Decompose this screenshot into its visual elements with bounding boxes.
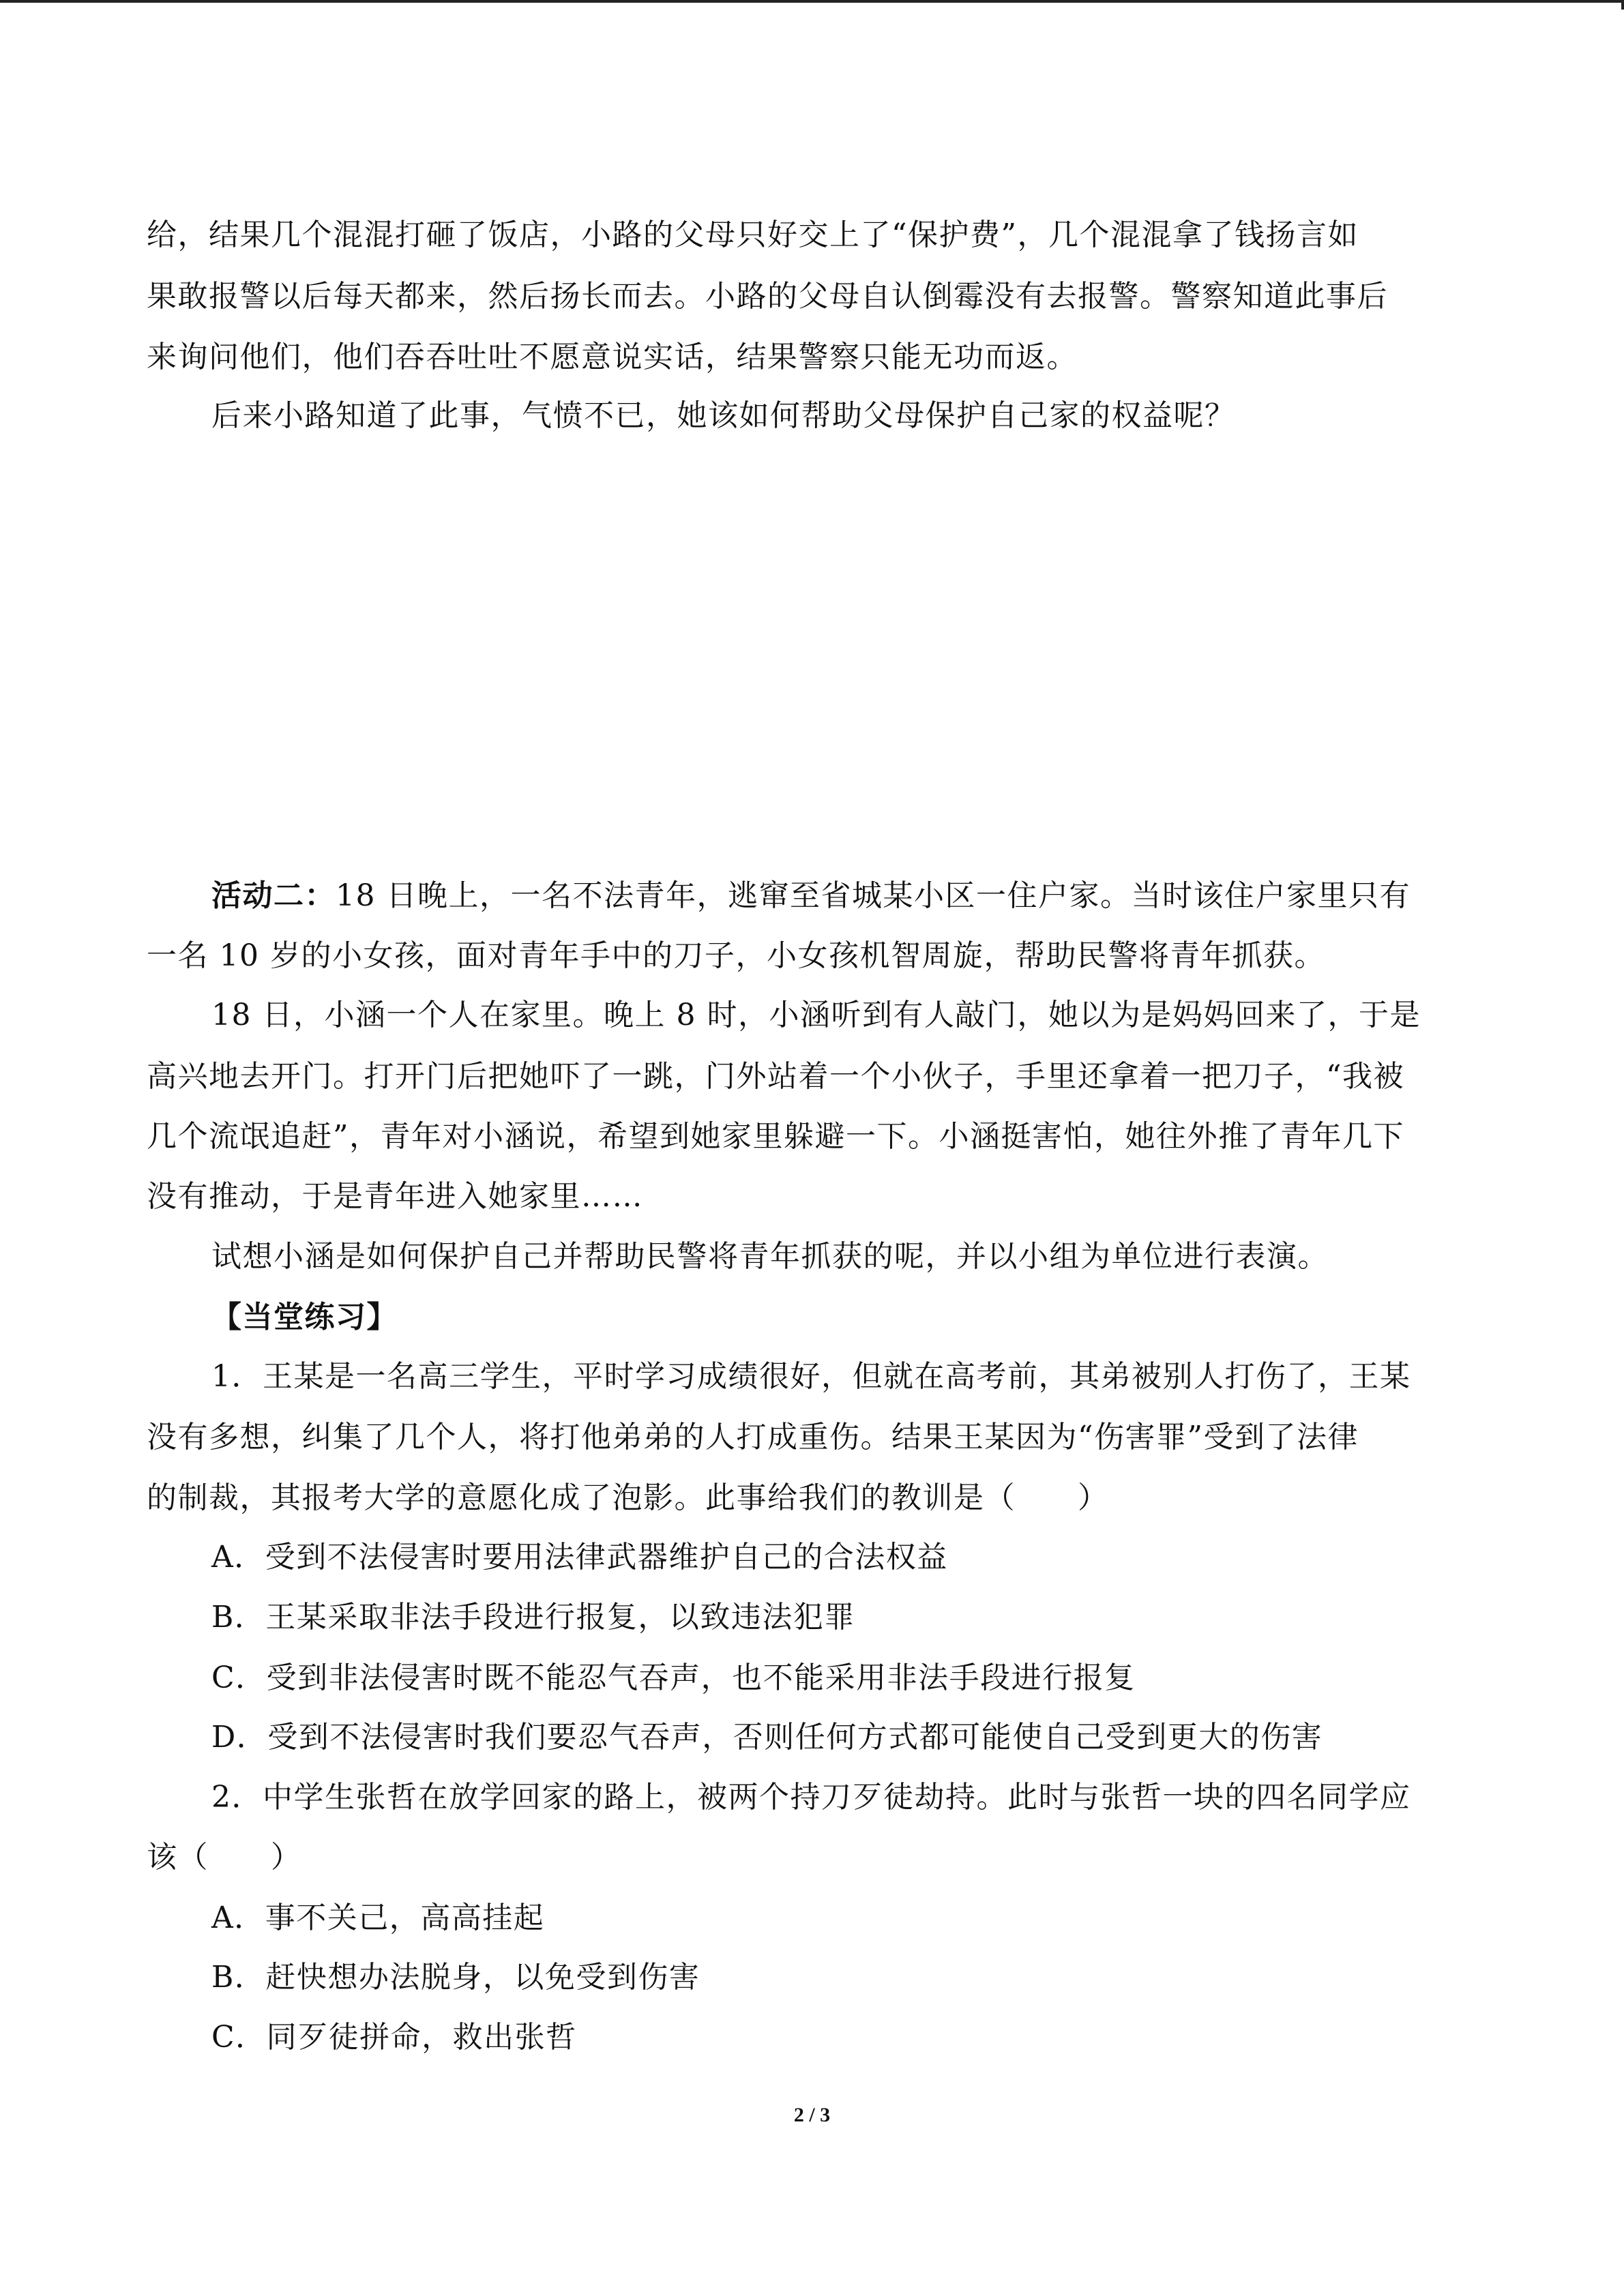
question-prompt: 后来小路知道了此事，气愤不已，她该如何帮助父母保护自己家的权益呢？ bbox=[211, 398, 1236, 433]
task-line: 试想小涵是如何保护自己并帮助民警将青年抓获的呢，并以小组为单位进行表演。 bbox=[211, 1239, 1329, 1274]
q2-option-c: C．同歹徒拼命，救出张哲 bbox=[211, 2020, 577, 2055]
activity2-line bbox=[211, 876, 1477, 916]
q1-option-a: A．受到不法侵害时要用法律武器维护自己的合法权益 bbox=[211, 1540, 948, 1575]
paragraph1-line: 来询问他们，他们吞吞吐吐不愿意说实话，结果警察只能无功而返。 bbox=[147, 340, 1078, 374]
activity2-text: 18 日晚上，一名不法青年，逃窜至省城某小区一住户家。当时该住户家里只有 bbox=[336, 878, 1411, 913]
q1-line: 没有多想，纠集了几个人，将打他弟弟的人打成重伤。结果王某因为“伤害罪”受到了法律 bbox=[147, 1420, 1359, 1455]
q2-line: 2．中学生张哲在放学回家的路上，被两个持刀歹徒劫持。此时与张哲一块的四名同学应 bbox=[211, 1780, 1411, 1815]
story-line: 高兴地去开门。打开门后把她吓了一跳，门外站着一个小伙子，手里还拿着一把刀子，“我被 bbox=[147, 1059, 1404, 1094]
paragraph1-line: 果敢报警以后每天都来，然后扬长而去。小路的父母自认倒霉没有去报警。警察知道此事后 bbox=[147, 279, 1388, 314]
top-border-line bbox=[0, 0, 1624, 3]
story-line: 18 日，小涵一个人在家里。晚上 8 时，小涵听到有人敲门，她以为是妈妈回来了，于是 bbox=[211, 998, 1421, 1032]
q1-line: 的制裁，其报考大学的意愿化成了泡影。此事给我们的教训是（ ） bbox=[147, 1480, 1109, 1515]
q1-line: 1．王某是一名高三学生，平时学习成绩很好，但就在高考前，其弟被别人打伤了，王某 bbox=[211, 1359, 1411, 1394]
q1-option-c: C．受到非法侵害时既不能忍气吞声，也不能采用非法手段进行报复 bbox=[211, 1660, 1136, 1695]
corner-mark bbox=[1621, 0, 1624, 10]
practice-heading: 【当堂练习】 bbox=[211, 1300, 398, 1335]
activity2-line: 一名 10 岁的小女孩，面对青年手中的刀子，小女孩机智周旋，帮助民警将青年抓获。 bbox=[147, 938, 1325, 973]
activity2-label: 活动二： bbox=[211, 878, 336, 913]
story-line: 几个流氓追赶”，青年对小涵说，希望到她家里躲避一下。小涵挺害怕，她往外推了青年几下 bbox=[147, 1119, 1404, 1154]
q1-option-d: D．受到不法侵害时我们要忍气吞声，否则任何方式都可能使自己受到更大的伤害 bbox=[211, 1720, 1323, 1755]
story-line: 没有推动，于是青年进入她家里…… bbox=[147, 1179, 643, 1214]
q2-option-a: A．事不关己，高高挂起 bbox=[211, 1900, 545, 1935]
q1-option-b: B．王某采取非法手段进行报复，以致违法犯罪 bbox=[211, 1600, 855, 1635]
page-number: 2 / 3 bbox=[793, 2104, 831, 2126]
q2-option-b: B．赶快想办法脱身，以免受到伤害 bbox=[211, 1960, 700, 1995]
q2-line: 该（ ） bbox=[147, 1840, 302, 1875]
paragraph1-line: 给，结果几个混混打砸了饭店，小路的父母只好交上了“保护费”，几个混混拿了钱扬言如 bbox=[147, 218, 1359, 252]
